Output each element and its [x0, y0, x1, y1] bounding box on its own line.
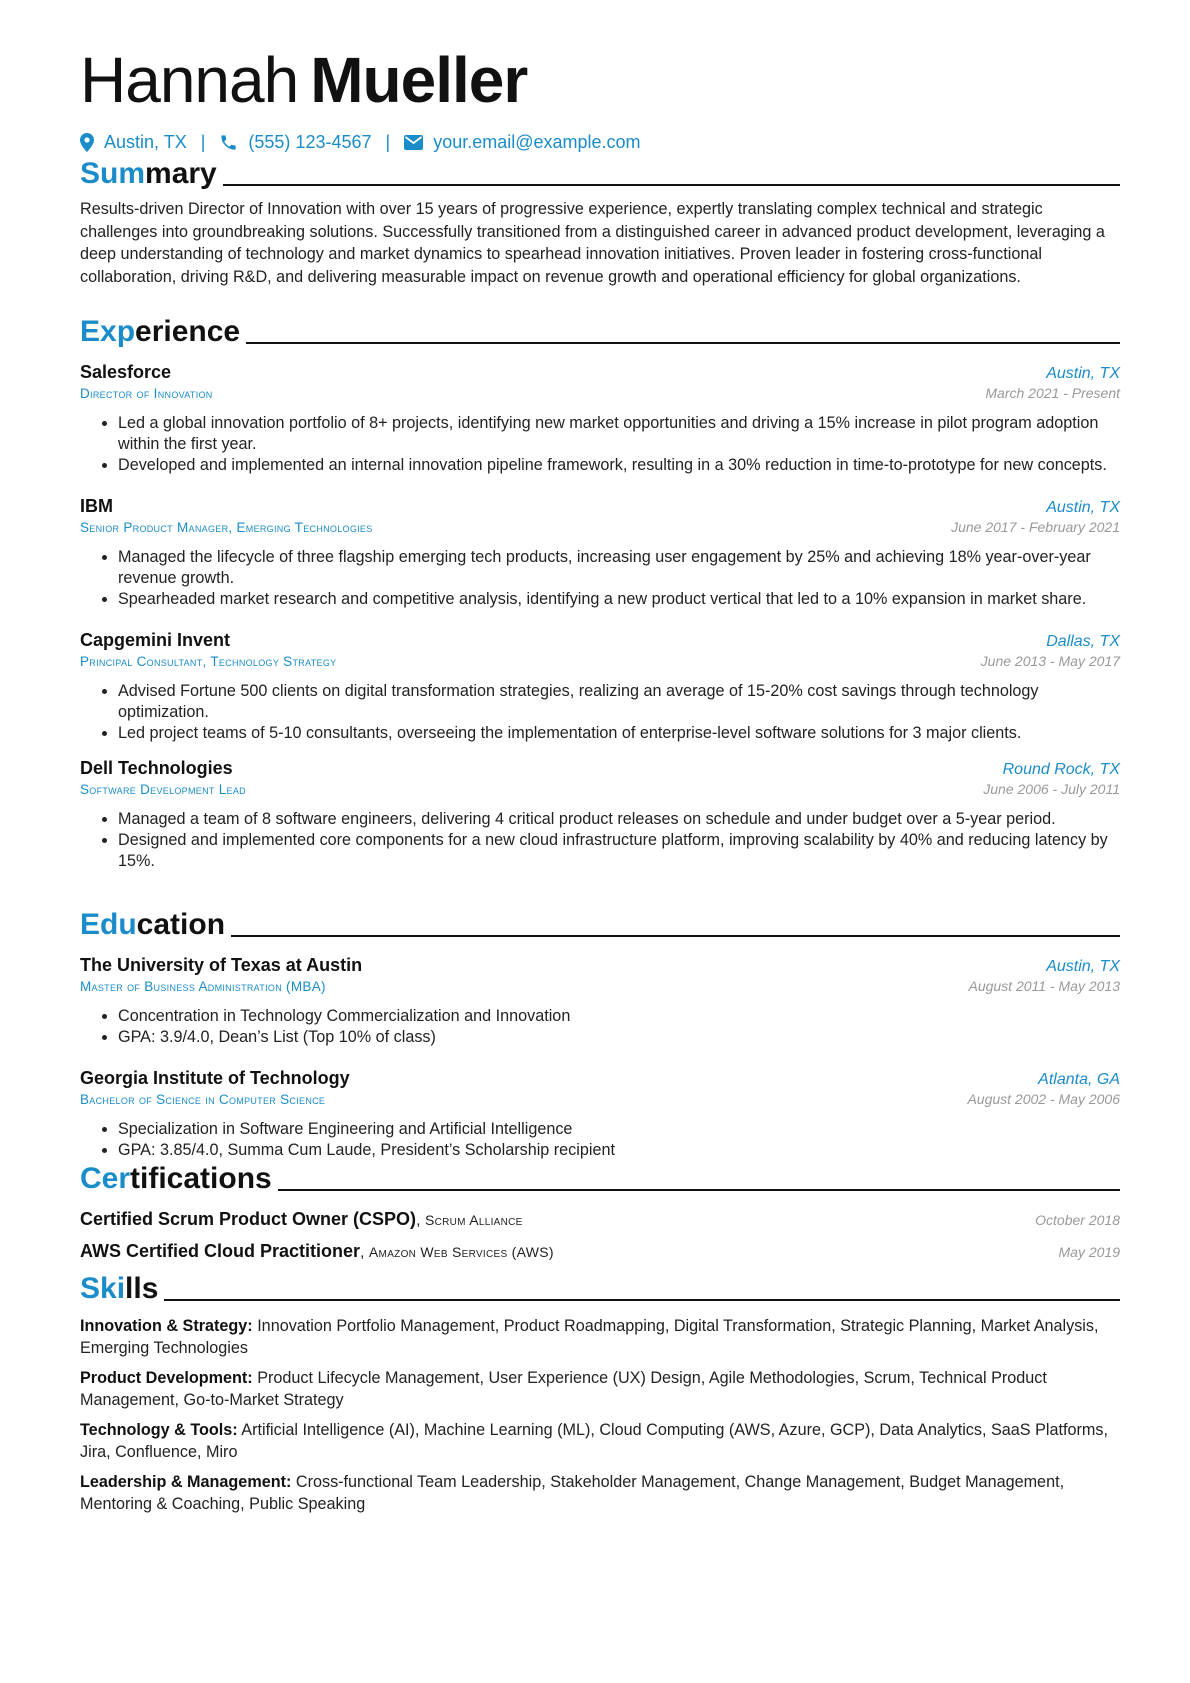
school-location: Austin, TX — [1046, 958, 1120, 975]
list-item: • Managed the lifecycle of three flagship emerging tech products, increasing user engagement by 25% and achieving 18% year-over-year revenue growth. — [118, 547, 1120, 589]
skill-label: Leadership & Management: — [80, 1473, 292, 1491]
company-name: Salesforce — [80, 362, 172, 382]
school-dates: August 2002 - May 2006 — [967, 1091, 1120, 1107]
summary-section — [80, 156, 1120, 288]
location-text: Austin, TX — [104, 132, 187, 152]
list-item: • Led project teams of 5-10 consultants, overseeing the implementation of enterprise-level software solutions for 3 major clients. — [118, 723, 1120, 744]
skills-section — [80, 1271, 1120, 1515]
skill-list: Cross-functional Team Leadership, Stakeholder Management, Change Management, Budget Management, Mentoring & Coaching, Public Speaking — [80, 1473, 1065, 1513]
company-name: Capgemini Invent — [80, 630, 231, 650]
contact-separator: | — [200, 132, 206, 152]
job-dates: June 2006 - July 2011 — [983, 781, 1120, 797]
skill-group — [80, 1472, 1120, 1515]
job-role: Senior Product Manager, Emerging Technologies — [80, 520, 373, 535]
map-pin-icon — [80, 133, 94, 152]
contact-phone[interactable] — [219, 132, 371, 153]
skill-label: Innovation & Strategy: — [80, 1317, 253, 1335]
section-rule — [278, 1189, 1120, 1191]
section-heading — [80, 314, 1120, 350]
job-bullets — [80, 547, 1120, 610]
job-dates: June 2013 - May 2017 — [980, 653, 1120, 669]
education-section — [80, 907, 1120, 1161]
certifications-section — [80, 1161, 1120, 1262]
school-name: The University of Texas at Austin — [80, 955, 363, 975]
job-bullets — [80, 809, 1120, 872]
summary-title: Summary — [80, 157, 217, 190]
section-heading — [80, 1161, 1120, 1197]
skill-list: Artificial Intelligence (AI), Machine Learning (ML), Cloud Computing (AWS, Azure, GCP), Data Analytics, SaaS Platforms, Jira, Confluence, Miro — [80, 1421, 1108, 1461]
list-item: • Concentration in Technology Commercialization and Innovation — [118, 1006, 1120, 1027]
job-entry — [80, 630, 1120, 744]
section-rule — [246, 342, 1120, 344]
certifications-title: Certifications — [80, 1162, 272, 1195]
skill-list: Product Lifecycle Management, User Experience (UX) Design, Agile Methodologies, Scrum, Technical Product Management, Go-to-Market Strategy — [80, 1369, 1047, 1409]
list-item: • GPA: 3.85/4.0, Summa Cum Laude, President’s Scholarship recipient — [118, 1140, 1120, 1161]
job-dates: March 2021 - Present — [985, 385, 1120, 401]
skill-list: Innovation Portfolio Management, Product Roadmapping, Digital Transformation, Strategic Planning, Market Analysis, Emerging Technologies — [80, 1317, 1099, 1357]
list-item: • Led a global innovation portfolio of 8+ projects, identifying new market opportunities and driving a 15% increase in pilot program adoption within the first year. — [118, 413, 1120, 455]
job-dates: June 2017 - February 2021 — [951, 519, 1120, 535]
company-name: Dell Technologies — [80, 758, 233, 778]
job-location: Austin, TX — [1046, 499, 1120, 516]
experience-section — [80, 314, 1120, 872]
certification-item: AWS Certified Cloud Practitioner, Amazon Web Services (AWS) May 2019 — [80, 1241, 1120, 1261]
school-location: Atlanta, GA — [1038, 1071, 1120, 1088]
first-name: Hannah — [80, 44, 299, 116]
experience-title: Experience — [80, 315, 241, 348]
list-item: • Advised Fortune 500 clients on digital transformation strategies, realizing an average of 15-20% cost savings through technology optimization. — [118, 681, 1120, 723]
school-bullets — [80, 1119, 1120, 1161]
job-role: Software Development Lead — [80, 782, 246, 797]
envelope-icon — [404, 135, 423, 150]
school-bullets — [80, 1006, 1120, 1048]
job-entry — [80, 362, 1120, 476]
certification-date: May 2019 — [1058, 1244, 1120, 1260]
section-rule — [231, 935, 1120, 937]
certification-issuer: Amazon Web Services (AWS) — [368, 1244, 554, 1260]
skill-label: Product Development: — [80, 1369, 253, 1387]
last-name: Mueller — [310, 44, 528, 116]
section-rule — [223, 184, 1120, 186]
certification-issuer: Scrum Alliance — [424, 1212, 523, 1228]
contact-separator: | — [385, 132, 391, 152]
contact-location — [80, 132, 187, 153]
phone-icon — [219, 133, 238, 152]
school-dates: August 2011 - May 2013 — [968, 978, 1120, 994]
section-rule — [164, 1299, 1120, 1301]
list-item: • Spearheaded market research and competitive analysis, identifying a new product vertical that led to a 10% expansion in market share. — [118, 589, 1120, 610]
job-entry — [80, 496, 1120, 610]
list-item: • Designed and implemented core components for a new cloud infrastructure platform, improving scalability by 40% and reducing latency by 15%. — [118, 830, 1120, 872]
section-heading — [80, 156, 1120, 192]
phone-text: (555) 123-4567 — [248, 132, 372, 152]
skill-label: Technology & Tools: — [80, 1421, 238, 1439]
job-entry — [80, 758, 1120, 872]
contact-line — [80, 132, 641, 153]
list-item: • Specialization in Software Engineering and Artificial Intelligence — [118, 1119, 1120, 1140]
skills-title: Skills — [80, 1272, 159, 1305]
company-name: IBM — [80, 496, 113, 516]
certification-name: Certified Scrum Product Owner (CSPO) — [80, 1209, 417, 1229]
candidate-name — [80, 40, 527, 120]
section-heading — [80, 907, 1120, 943]
school-entry — [80, 1068, 1120, 1161]
job-location: Austin, TX — [1046, 365, 1120, 382]
job-role: Director of Innovation — [80, 386, 213, 401]
degree: Master of Business Administration (MBA) — [80, 979, 326, 994]
section-heading — [80, 1271, 1120, 1307]
degree: Bachelor of Science in Computer Science — [80, 1092, 326, 1107]
job-role: Principal Consultant, Technology Strategy — [80, 654, 337, 669]
skill-group — [80, 1316, 1120, 1359]
list-item: • Developed and implemented an internal innovation pipeline framework, resulting in a 30% reduction in time-to-prototype for new concepts. — [118, 455, 1120, 476]
list-item: • Managed a team of 8 software engineers, delivering 4 critical product releases on schedule and under budget over a 5-year period. — [118, 809, 1120, 830]
contact-email[interactable] — [404, 132, 640, 153]
certification-item: Certified Scrum Product Owner (CSPO), Scrum Alliance October 2018 — [80, 1209, 1120, 1229]
job-bullets — [80, 681, 1120, 744]
email-link: your.email@example.com — [433, 132, 641, 152]
summary-text: Results-driven Director of Innovation with over 15 years of progressive experience, expertly translating complex technical and strategic challenges into groundbreaking solutions. Successfully transitioned from a distinguished career in advanced product development, leveraging a deep understanding of technology and market dynamics to spearhead innovation initiatives. Proven leader in fostering cross-functional collaboration, driving R&D, and delivering measurable impact on revenue growth and operational efficiency for global organizations. — [80, 200, 1105, 286]
job-bullets — [80, 413, 1120, 476]
education-title: Education — [80, 908, 226, 941]
list-item: • GPA: 3.9/4.0, Dean’s List (Top 10% of class) — [118, 1027, 1120, 1048]
school-entry — [80, 955, 1120, 1048]
skill-group — [80, 1420, 1120, 1463]
job-location: Dallas, TX — [1046, 633, 1120, 650]
school-name: Georgia Institute of Technology — [80, 1068, 350, 1088]
skill-group — [80, 1368, 1120, 1411]
certification-date: October 2018 — [1035, 1212, 1120, 1228]
certification-name: AWS Certified Cloud Practitioner — [80, 1241, 361, 1261]
job-location: Round Rock, TX — [1002, 761, 1120, 778]
